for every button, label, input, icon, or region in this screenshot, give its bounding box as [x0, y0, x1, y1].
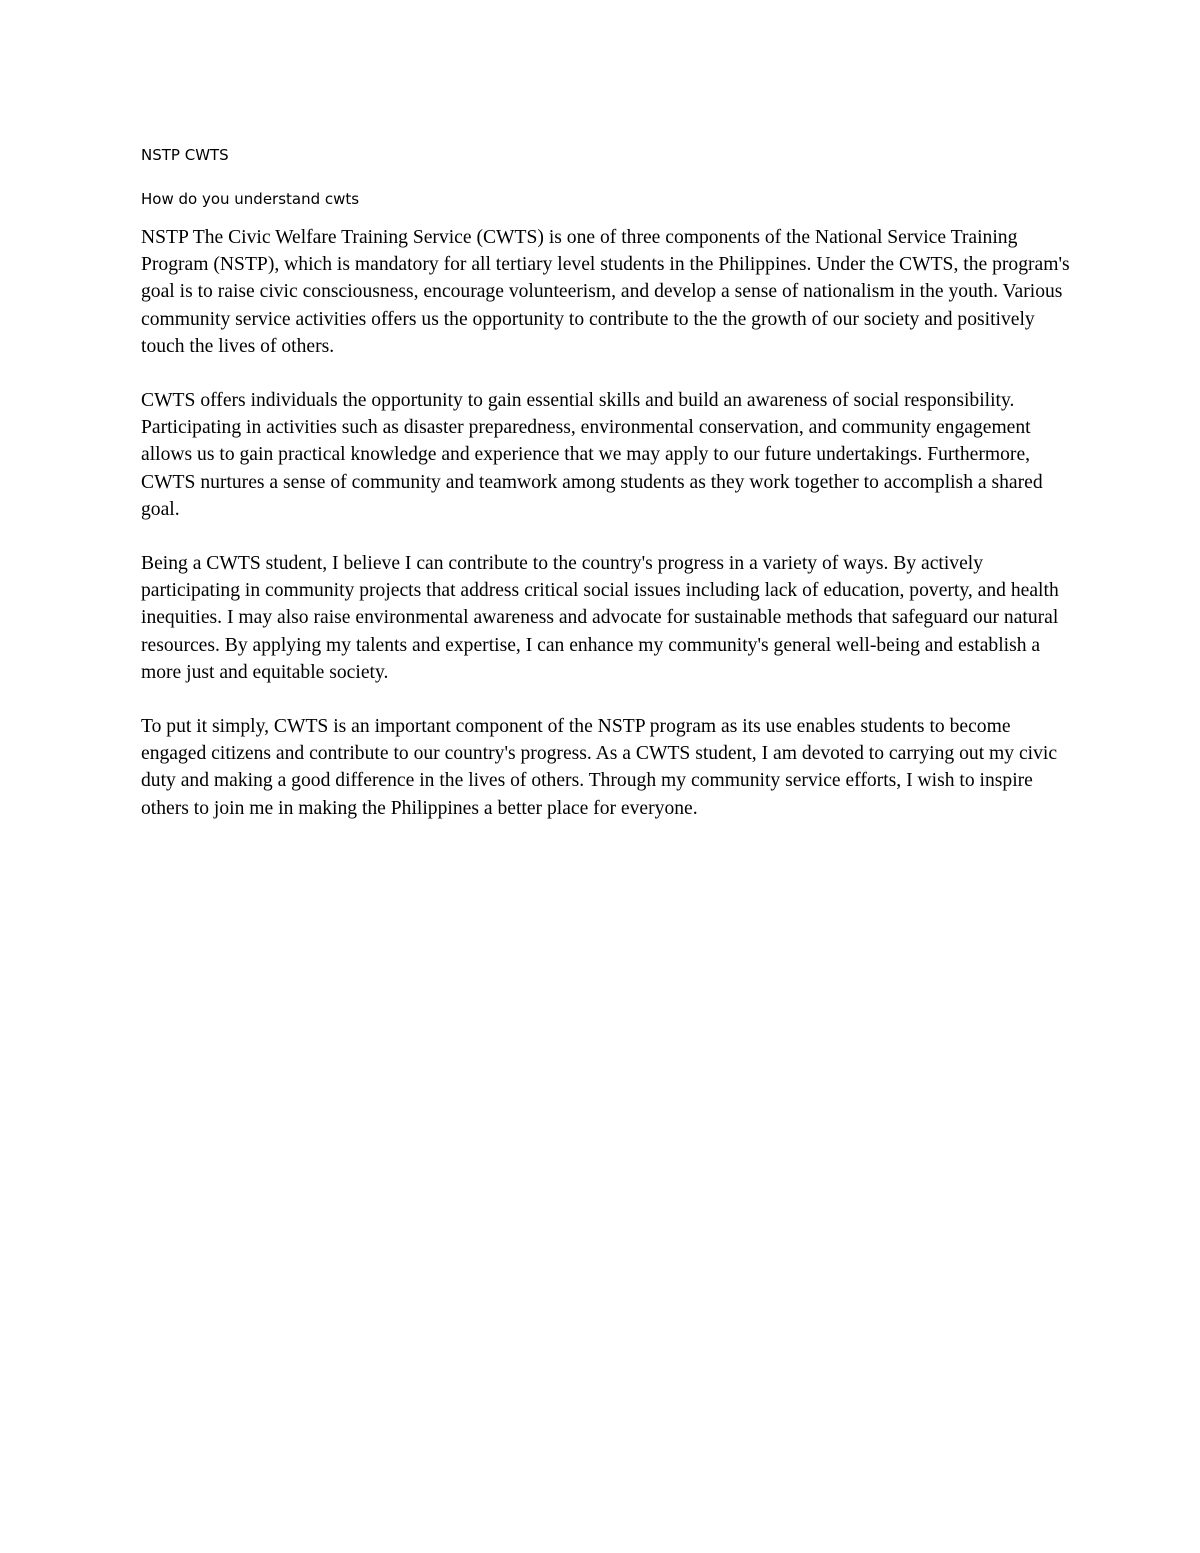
paragraph-intro: NSTP The Civic Welfare Training Service (CWTS) is one of three components of the National Service Training Program (NSTP), which is mandatory for all tertiary level students in the Philippines. Under the CWTS, the program's goal is to raise civic consciousness, encourage volunteerism, and develop a sense of nationalism in the youth. Various community service activities offers us the opportunity to contribute to the the growth of our society and positively touch the lives of others.	[141, 227, 1070, 357]
document-question: How do you understand cwts	[141, 190, 360, 208]
paragraph-skills: CWTS offers individuals the opportunity to gain essential skills and build an awareness of social responsibility. Participating in activities such as disaster preparedness, environmental conservation, and community engagement allows us to gain practical knowledge and experience that we may apply to our future undertakings. Furthermore, CWTS nurtures a sense of community and teamwork among students as they work together to accomplish a shared goal.	[141, 390, 1043, 520]
document-body	[141, 144, 1071, 849]
paragraph-contribution: Being a CWTS student, I believe I can contribute to the country's progress in a variety of ways. By actively participating in community projects that address critical social issues including lack of education, poverty, and health inequities. I may also raise environmental awareness and advocate for sustainable methods that safeguard our natural resources. By applying my talents and expertise, I can enhance my community's general well-being and establish a more just and equitable society.	[141, 553, 1059, 683]
paragraph-conclusion: To put it simply, CWTS is an important component of the NSTP program as its use enables students to become engaged citizens and contribute to our country's progress. As a CWTS student, I am devoted to carrying out my civic duty and making a good difference in the lives of others. Through my community service efforts, I wish to inspire others to join me in making the Philippines a better place for everyone.	[141, 716, 1058, 819]
document-title: NSTP CWTS	[141, 146, 229, 164]
